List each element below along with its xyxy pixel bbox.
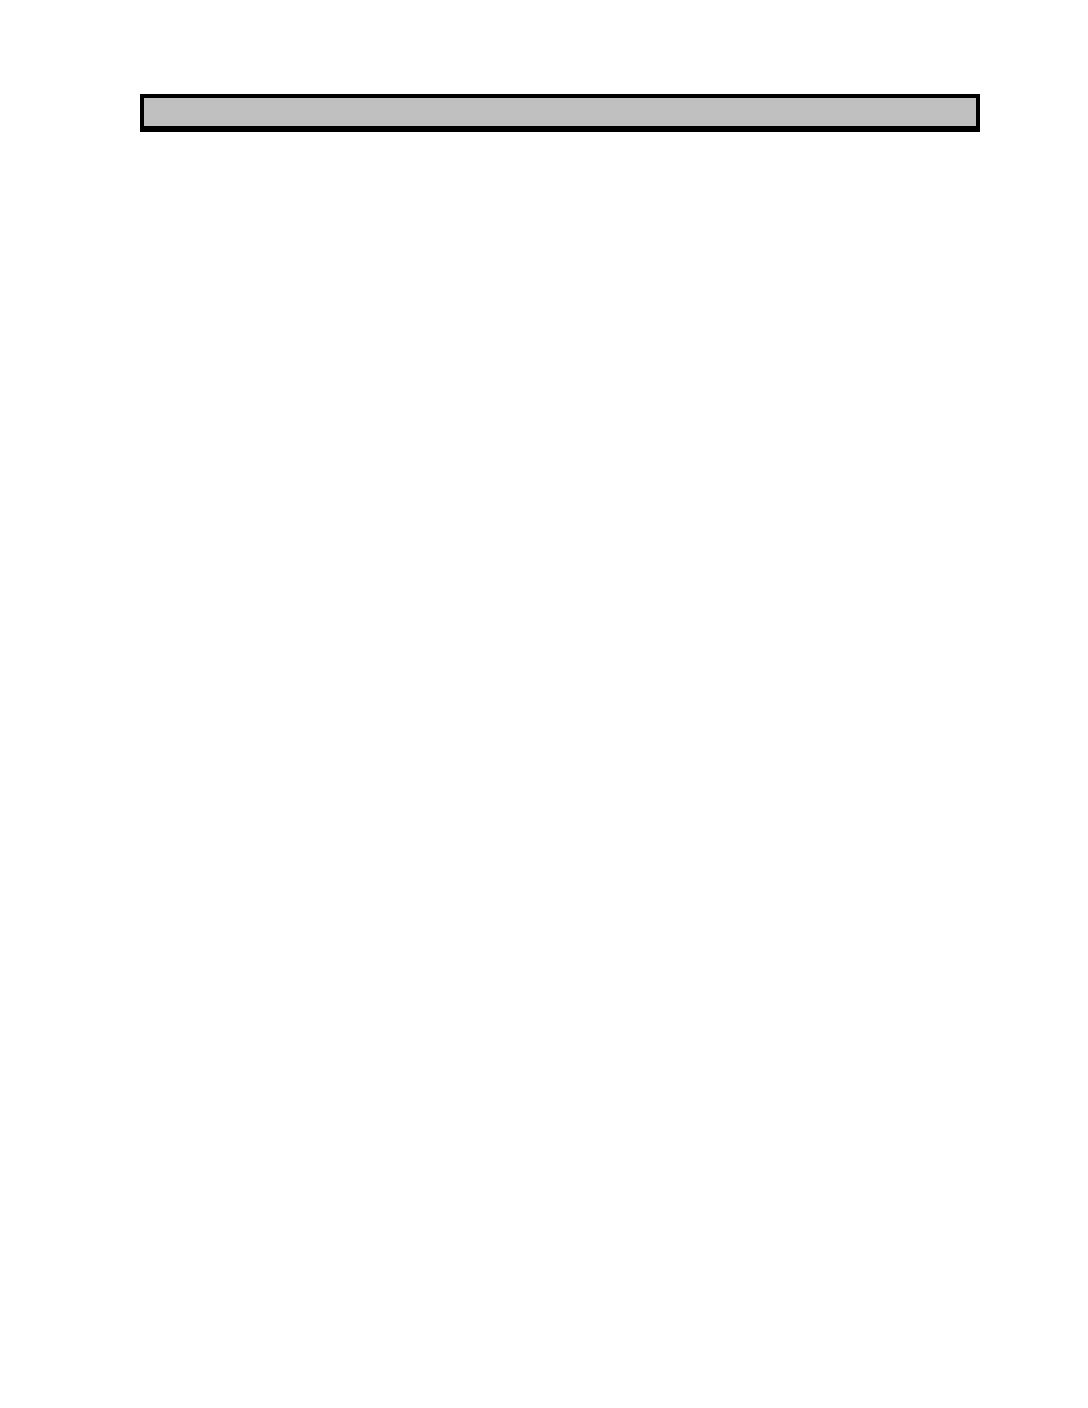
schedule-sheet [140, 94, 980, 1274]
footer-bar [140, 94, 980, 130]
venue-header-row [140, 130, 980, 230]
